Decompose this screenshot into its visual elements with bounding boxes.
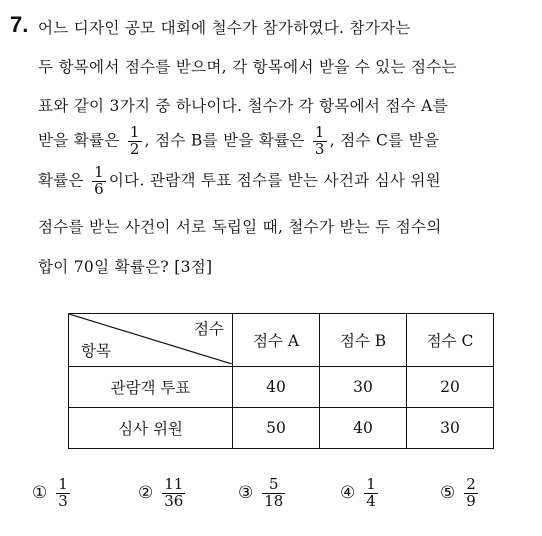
choice-4[interactable] [340, 477, 381, 510]
fraction-one-half [128, 125, 142, 158]
table-row [69, 408, 494, 449]
table-corner-cell [69, 314, 233, 367]
fraction-one-third [313, 125, 327, 158]
row-label-audience-vote: 관람객 투표 [69, 367, 233, 408]
table-cell: 40 [233, 367, 320, 408]
question-line-7: 합이 70일 확률은? [3점] [38, 258, 213, 276]
choice-1[interactable] [32, 477, 73, 510]
question-line-2: 두 항목에서 점수를 받으며, 각 항목에서 받을 수 있는 점수는 [38, 58, 457, 76]
choice-marker: ④ [340, 483, 356, 504]
choice-fraction [464, 477, 478, 510]
fraction-numerator: 2 [466, 475, 476, 493]
fraction-denominator: 9 [466, 491, 476, 510]
choice-fraction [56, 477, 70, 510]
question-line-4 [38, 125, 439, 158]
fraction-numerator: 11 [164, 475, 184, 493]
fraction-denominator: 2 [129, 139, 140, 158]
answer-choices [0, 477, 542, 517]
question-line-3: 표와 같이 3가지 중 하나이다. 철수가 각 항목에서 점수 A를 [38, 97, 448, 115]
table-cell: 20 [407, 367, 494, 408]
question-line-1: 어느 디자인 공모 대회에 철수가 참가하였다. 참가자는 [38, 19, 411, 37]
question-number: 7. [10, 12, 29, 37]
line4-text-c: , 점수 C를 받을 [329, 131, 440, 150]
choice-marker: ① [32, 483, 48, 504]
fraction-denominator: 36 [164, 491, 184, 510]
table-header-row [69, 314, 494, 367]
table-cell: 30 [320, 367, 407, 408]
question-line-6: 점수를 받는 사건이 서로 독립일 때, 철수가 받는 두 점수의 [38, 218, 442, 236]
line5-text-a: 확률은 [38, 171, 84, 190]
table-row [69, 367, 494, 408]
row-label-judges: 심사 위원 [69, 408, 233, 449]
table-cell: 50 [233, 408, 320, 449]
fraction-denominator: 6 [94, 179, 104, 198]
choice-fraction [162, 477, 185, 510]
fraction-one-sixth [92, 165, 106, 198]
table-cell: 30 [407, 408, 494, 449]
choice-marker: ② [138, 483, 154, 504]
choice-fraction [364, 477, 378, 510]
line5-text-b: 이다. 관람객 투표 점수를 받는 사건과 심사 위원 [108, 171, 441, 190]
fraction-denominator: 4 [366, 491, 376, 510]
choice-fraction [262, 477, 285, 510]
line4-text-b: , 점수 B를 받을 확률은 [144, 131, 305, 150]
fraction-numerator: 5 [269, 475, 279, 493]
score-table [68, 313, 494, 449]
column-header-c: 점수 C [407, 314, 494, 367]
fraction-denominator: 18 [264, 491, 284, 510]
corner-label-item: 항목 [81, 342, 111, 360]
choice-2[interactable] [138, 477, 188, 510]
fraction-numerator: 1 [314, 123, 325, 141]
fraction-numerator: 1 [366, 475, 376, 493]
choice-5[interactable] [440, 477, 481, 510]
fraction-numerator: 1 [129, 123, 140, 141]
line4-text-a: 받을 확률은 [38, 131, 120, 150]
choice-3[interactable] [238, 477, 288, 510]
fraction-numerator: 1 [58, 475, 68, 493]
fraction-numerator: 1 [94, 163, 104, 181]
table-cell: 40 [320, 408, 407, 449]
column-header-a: 점수 A [233, 314, 320, 367]
fraction-denominator: 3 [58, 491, 68, 510]
corner-label-score: 점수 [194, 320, 224, 338]
choice-marker: ⑤ [440, 483, 456, 504]
question-line-5 [38, 165, 441, 198]
choice-marker: ③ [238, 483, 254, 504]
fraction-denominator: 3 [314, 139, 325, 158]
column-header-b: 점수 B [320, 314, 407, 367]
